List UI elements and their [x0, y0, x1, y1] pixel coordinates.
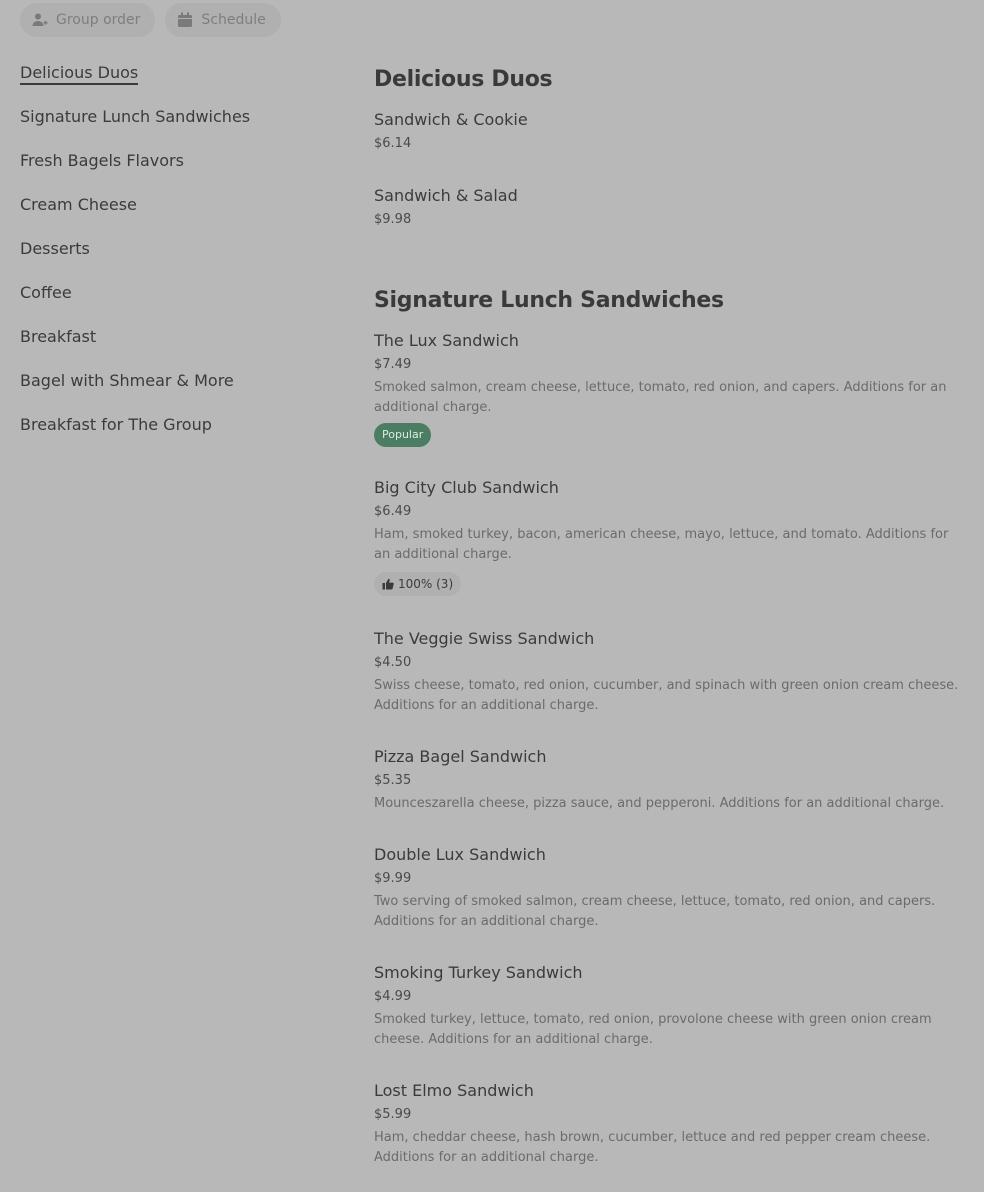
item-name: Pizza Bagel Sandwich — [374, 747, 547, 766]
item-description: Smoked salmon, cream cheese, lettuce, tomato, red onion, and capers. Additions for an additional charge. — [374, 380, 947, 415]
item-price: $9.99 — [374, 871, 412, 886]
section-title: Delicious Duos — [374, 67, 553, 92]
item-price: $9.98 — [374, 212, 412, 227]
category-sidebar — [20, 62, 340, 458]
menu-section-signature-lunch-sandwiches — [374, 285, 964, 1168]
menu-item[interactable] — [374, 185, 964, 229]
menu-item[interactable] — [374, 844, 964, 932]
menu-item[interactable] — [374, 330, 964, 447]
item-price: $4.50 — [374, 655, 412, 670]
group-order-button[interactable] — [20, 3, 155, 37]
sidebar-item-desserts[interactable] — [20, 238, 340, 282]
menu-item[interactable] — [374, 109, 964, 153]
item-description: Ham, cheddar cheese, hash brown, cucumber, lettuce and red pepper cream cheese. Additions for an additional charge. — [374, 1130, 931, 1165]
sidebar-item-bagel-with-shmear[interactable] — [20, 370, 340, 414]
item-name: Lost Elmo Sandwich — [374, 1081, 534, 1100]
item-name: Smoking Turkey Sandwich — [374, 963, 583, 982]
sidebar-item-coffee[interactable] — [20, 282, 340, 326]
sidebar-item-signature-lunch-sandwiches[interactable] — [20, 106, 340, 150]
sidebar-item-breakfast[interactable] — [20, 326, 340, 370]
sidebar-item-label: Coffee — [20, 283, 72, 302]
sidebar-item-label: Bagel with Shmear & More — [20, 371, 234, 390]
item-description: Two serving of smoked salmon, cream cheese, lettuce, tomato, red onion, and capers. Additions for an additional charge. — [374, 894, 936, 929]
sidebar-item-label: Cream Cheese — [20, 195, 137, 214]
schedule-button[interactable] — [165, 3, 280, 37]
schedule-label: Schedule — [201, 12, 266, 28]
top-actions — [20, 3, 281, 37]
rating-value: 100% (3) — [398, 577, 454, 591]
sidebar-item-fresh-bagels-flavors[interactable] — [20, 150, 340, 194]
sidebar-item-label: Fresh Bagels Flavors — [20, 151, 184, 170]
item-price: $6.14 — [374, 136, 412, 151]
menu-content — [374, 64, 964, 1168]
item-price: $6.49 — [374, 504, 412, 519]
sidebar-item-delicious-duos[interactable] — [20, 62, 340, 106]
popular-badge: Popular — [374, 423, 431, 447]
item-price: $5.35 — [374, 773, 412, 788]
sidebar-item-label: Desserts — [20, 239, 90, 258]
group-user-icon — [32, 12, 48, 28]
calendar-icon — [177, 12, 193, 28]
sidebar-item-label: Signature Lunch Sandwiches — [20, 107, 251, 126]
item-name: The Veggie Swiss Sandwich — [374, 629, 595, 648]
item-price: $4.99 — [374, 989, 412, 1004]
item-name: Big City Club Sandwich — [374, 478, 559, 497]
item-price: $7.49 — [374, 357, 412, 372]
item-description: Mounceszarella cheese, pizza sauce, and pepperoni. Additions for an additional charge. — [374, 796, 945, 811]
thumbs-up-icon — [382, 578, 394, 590]
sidebar-item-label: Breakfast for The Group — [20, 415, 212, 434]
menu-item[interactable] — [374, 628, 964, 716]
group-order-label: Group order — [56, 12, 141, 28]
section-title: Signature Lunch Sandwiches — [374, 288, 724, 313]
menu-item[interactable] — [374, 962, 964, 1050]
rating-badge — [374, 572, 461, 596]
sidebar-item-cream-cheese[interactable] — [20, 194, 340, 238]
item-description: Swiss cheese, tomato, red onion, cucumber, and spinach with green onion cream cheese. Additions for an additional charge. — [374, 678, 959, 713]
item-name: Sandwich & Salad — [374, 186, 518, 205]
item-name: The Lux Sandwich — [374, 331, 519, 350]
item-price: $5.99 — [374, 1107, 412, 1122]
item-description: Ham, smoked turkey, bacon, american cheese, mayo, lettuce, and tomato. Additions for an additional charge. — [374, 527, 949, 562]
menu-section-delicious-duos — [374, 64, 964, 229]
item-description: Smoked turkey, lettuce, tomato, red onion, provolone cheese with green onion cream cheese. Additions for an additional charge. — [374, 1012, 932, 1047]
sidebar-item-label: Breakfast — [20, 327, 97, 346]
sidebar-item-breakfast-for-the-group[interactable] — [20, 414, 340, 458]
item-name: Double Lux Sandwich — [374, 845, 546, 864]
item-name: Sandwich & Cookie — [374, 110, 528, 129]
sidebar-item-label: Delicious Duos — [20, 63, 138, 85]
menu-item[interactable] — [374, 746, 964, 814]
menu-item[interactable] — [374, 1080, 964, 1168]
menu-item[interactable] — [374, 477, 964, 596]
